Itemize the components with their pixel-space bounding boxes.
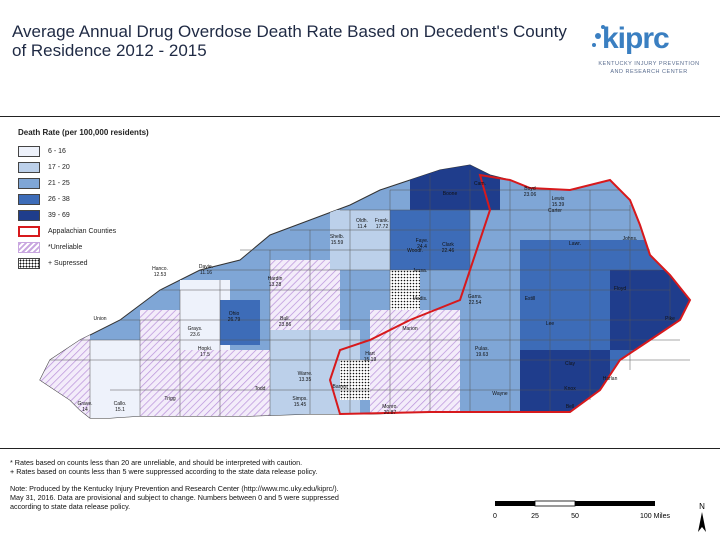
county-label — [330, 234, 344, 246]
county-name: Shelb. — [329, 234, 345, 240]
county-label — [114, 401, 127, 413]
county-label — [382, 404, 398, 416]
scale-segment-2 — [535, 501, 575, 506]
county-label — [552, 196, 565, 208]
county-label — [525, 296, 536, 302]
note-unreliable: * Rates based on counts less than 20 are unreliable, and should be interpreted with caution. — [10, 458, 303, 467]
county-name: Pulas. — [475, 346, 489, 352]
county-label — [564, 386, 576, 392]
county-rate: 13.28 — [268, 282, 282, 288]
county-name: Marion — [402, 326, 418, 332]
county-name: Floyd — [613, 286, 627, 292]
county-name: Clark — [442, 242, 454, 248]
county-rate: 11.16 — [199, 270, 213, 276]
county-name: Warre. — [297, 371, 313, 377]
county-label — [603, 376, 618, 382]
county-name: Monro. — [382, 404, 398, 410]
county-label — [443, 191, 458, 197]
county-label — [228, 311, 241, 323]
county-rate: 20.87 — [383, 410, 397, 416]
county-rate: 14 — [82, 407, 88, 413]
county-rate: 23.86 — [278, 322, 292, 328]
kentucky-county-map — [10, 147, 710, 430]
scale-segment-1 — [495, 501, 535, 506]
county-name: Boone — [442, 191, 458, 197]
county-name: Davie. — [198, 264, 214, 270]
county-suppressed-1 — [340, 360, 370, 400]
county-name: Hanco. — [152, 266, 168, 272]
county-label — [402, 326, 418, 332]
county-name: Lewis — [551, 196, 565, 202]
county-name: Grave. — [77, 401, 93, 407]
county-label — [416, 238, 429, 250]
county-rate: 15.45 — [293, 402, 307, 408]
county-name: Hopki. — [197, 346, 213, 352]
legend-label: 21 - 25 — [48, 179, 70, 187]
county-rate: 12.53 — [153, 272, 167, 278]
county-west-c — [140, 310, 180, 420]
logo-subtitle — [590, 60, 708, 76]
county-label — [442, 242, 455, 254]
county-label — [665, 316, 675, 322]
county-label — [492, 391, 508, 397]
logo-subtitle-line2: AND RESEARCH CENTER — [610, 69, 688, 75]
county-name: Bull. — [280, 316, 290, 322]
page-title: Average Annual Drug Overdose Death Rate Based on Decedent's County of Residence 2012 - 2015 — [12, 22, 567, 60]
county-lake-cumberland — [460, 310, 520, 420]
north-label: N — [699, 502, 705, 511]
county-label — [565, 361, 576, 367]
county-name: Lee — [545, 321, 555, 327]
county-name: Oldh. — [356, 218, 368, 224]
county-rate: 24.4 — [417, 244, 427, 250]
county-label — [475, 346, 489, 358]
county-rate: 23.6 — [190, 332, 200, 338]
scale-tick-0: 0 — [493, 513, 497, 520]
county-name: Lawr. — [569, 241, 581, 247]
scale-tick-100: 100 Miles — [640, 513, 670, 520]
county-rate: 19.63 — [475, 352, 489, 358]
county-label — [623, 236, 638, 242]
county-name: Jessa. — [412, 268, 428, 274]
county-name: Trigg — [164, 396, 176, 402]
note-source-1: Note: Produced by the Kentucky Injury Prevention and Research Center (http://www.mc.uky.edu/kiprc/). — [10, 484, 339, 493]
legend-label: 17 - 20 — [48, 163, 70, 171]
legend-label: 6 - 16 — [48, 147, 66, 155]
county-label — [164, 396, 175, 402]
county-name: Hardin — [267, 276, 283, 282]
county-label — [546, 321, 555, 327]
legend-label: 39 - 69 — [48, 211, 70, 219]
county-label — [566, 404, 574, 410]
scale-bar — [490, 498, 700, 528]
county-rate: 15.59 — [330, 240, 344, 246]
note-source-2: May 31, 2016. Data are provisional and subject to change. Numbers between 0 and 5 were suppressed — [10, 493, 339, 502]
logo-wordmark: kiprc — [602, 22, 669, 55]
county-label — [279, 316, 292, 328]
legend-title: Death Rate (per 100,000 residents) — [18, 128, 149, 137]
county-label — [413, 296, 428, 302]
county-rate: 15.1 — [115, 407, 125, 413]
county-far-east — [610, 270, 700, 350]
county-name: Grays. — [187, 326, 203, 332]
county-name: Carter — [548, 208, 562, 214]
county-name: Boyd — [524, 186, 536, 192]
logo-subtitle-line1: KENTUCKY INJURY PREVENTION — [598, 61, 700, 67]
kiprc-logo — [590, 14, 708, 84]
county-label — [468, 294, 482, 306]
legend-label: + Supressed — [48, 259, 88, 267]
county-rate: 26.79 — [227, 317, 241, 323]
county-name: Knox — [564, 386, 576, 392]
note-suppressed: + Rates based on counts less than 5 were suppressed according to the state data release policy. — [10, 467, 318, 476]
note-source-3: according to state data release policy. — [10, 502, 131, 511]
county-name: Woodf. — [407, 248, 423, 254]
county-rate: 22.46 — [441, 248, 455, 254]
county-rate: 15.19 — [363, 357, 377, 363]
county-label — [268, 276, 283, 288]
county-label — [524, 186, 537, 198]
county-label — [474, 181, 486, 187]
county-name: Bell — [565, 404, 575, 410]
scale-segment-3 — [575, 501, 655, 506]
county-label — [614, 286, 626, 292]
legend-label: 26 - 38 — [48, 195, 70, 203]
county-label — [152, 266, 168, 278]
county-label — [375, 218, 389, 230]
county-label — [199, 264, 213, 276]
county-name: Frank. — [374, 218, 390, 224]
county-name: Cam. — [474, 181, 486, 187]
legend-label: Appalachian Counties — [48, 227, 117, 235]
county-name: Clay — [564, 361, 576, 367]
scale-tick-50: 50 — [571, 513, 579, 520]
county-label — [569, 241, 581, 247]
county-label — [298, 371, 313, 383]
county-rate: 23.06 — [523, 192, 537, 198]
north-arrow-icon — [694, 500, 710, 536]
top-divider — [0, 116, 720, 117]
county-name: Estill — [524, 296, 536, 302]
county-rate: 15.39 — [551, 202, 565, 208]
county-label — [356, 218, 368, 230]
county-label — [332, 384, 347, 390]
county-rate: 22.54 — [468, 300, 482, 306]
county-name: Pike — [665, 316, 675, 322]
county-label — [255, 386, 266, 392]
county-name: Ohio — [228, 311, 240, 317]
county-rate: 17.72 — [375, 224, 389, 230]
county-name: Faye. — [415, 238, 429, 244]
county-north — [410, 160, 500, 210]
county-rate: 11.4 — [357, 224, 367, 230]
county-name: Garra. — [467, 294, 483, 300]
county-name: Callo. — [113, 401, 127, 407]
county-name: Union — [93, 316, 107, 322]
county-label — [93, 316, 106, 322]
footnotes — [10, 458, 480, 511]
county-rate: 13.35 — [298, 377, 312, 383]
county-name: Simps. — [292, 396, 308, 402]
county-label — [364, 351, 377, 363]
county-label — [292, 396, 307, 408]
county-pennyrile — [180, 350, 270, 420]
county-label — [413, 268, 427, 274]
scale-tick-25: 25 — [531, 513, 539, 520]
bottom-divider — [0, 448, 720, 449]
county-label — [548, 208, 562, 214]
county-name: Wayne — [492, 391, 508, 397]
county-name: Madis. — [412, 296, 428, 302]
county-name: Harlan — [602, 376, 618, 382]
county-name: Hart — [365, 351, 375, 357]
county-name: Barren — [332, 384, 348, 390]
county-name: Todd — [254, 386, 266, 392]
county-rate: 17.5 — [200, 352, 210, 358]
county-name: Johns. — [622, 236, 638, 242]
legend-label: *Unreliable — [48, 243, 83, 251]
